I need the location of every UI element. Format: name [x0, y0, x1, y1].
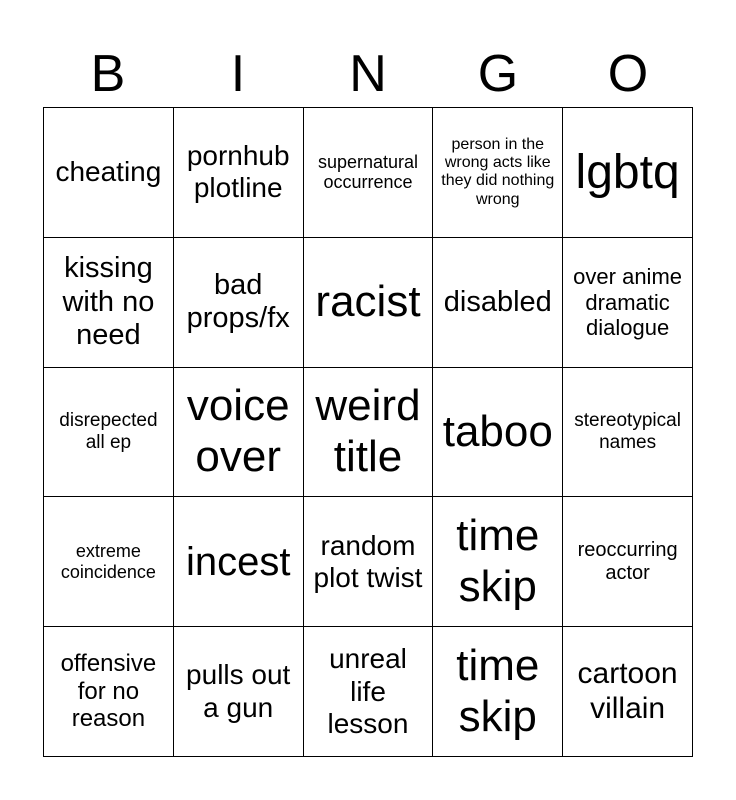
bingo-cell-label: pornhub plotline [186, 140, 290, 204]
bingo-cell-r4-c5[interactable] [563, 497, 693, 627]
bingo-cell-label: over anime dramatic dialogue [573, 264, 683, 340]
bingo-cell-label: weird title [315, 381, 421, 481]
bingo-cell-r5-c5[interactable] [563, 627, 693, 757]
bingo-cell-r4-c1[interactable] [44, 497, 174, 627]
header-letter-n: N [349, 45, 387, 103]
bingo-cell-label: person in the wrong acts like they did nothing wrong [441, 135, 555, 208]
bingo-cell-r3-c4[interactable] [433, 368, 563, 498]
bingo-cell-r4-c2[interactable] [174, 497, 304, 627]
bingo-cell-label: disrepected all ep [59, 410, 158, 453]
bingo-cell-r2-c5[interactable] [563, 238, 693, 368]
bingo-cell-label: extreme coincidence [60, 541, 156, 582]
bingo-cell-label: cheating [55, 156, 162, 188]
bingo-header [43, 40, 693, 108]
bingo-cell-label: incest [185, 539, 291, 584]
bingo-cell-label: offensive for no reason [60, 650, 157, 733]
bingo-cell-label: lgbtq [575, 145, 680, 199]
bingo-cell-label: kissing with no need [62, 252, 155, 351]
bingo-cell-r2-c2[interactable] [174, 238, 304, 368]
bingo-cell-label: pulls out a gun [186, 659, 291, 723]
header-letter-b: B [90, 45, 126, 103]
bingo-cell-label: time skip [456, 641, 540, 741]
bingo-cell-r1-c4[interactable] [433, 108, 563, 238]
bingo-cell-r3-c1[interactable] [44, 368, 174, 498]
bingo-cell-label: random plot twist [313, 529, 423, 593]
bingo-cell-r1-c3[interactable] [304, 108, 434, 238]
header-letter-g: G [477, 45, 519, 103]
bingo-cell-label: reoccurring actor [577, 538, 678, 584]
bingo-cell-r3-c5[interactable] [563, 368, 693, 498]
bingo-cell-label: disabled [443, 285, 552, 318]
bingo-cell-label: supernatural occurrence [317, 151, 419, 193]
bingo-cell-r4-c4[interactable] [433, 497, 563, 627]
bingo-cell-r1-c1[interactable] [44, 108, 174, 238]
bingo-cell-r1-c2[interactable] [174, 108, 304, 238]
bingo-cell-label: unreal life lesson [327, 643, 409, 739]
bingo-cell-r1-c5[interactable] [563, 108, 693, 238]
bingo-cell-r2-c1[interactable] [44, 238, 174, 368]
bingo-cell-r2-c3[interactable] [304, 238, 434, 368]
header-letter-i: I [230, 45, 246, 103]
bingo-cell-r5-c1[interactable] [44, 627, 174, 757]
bingo-cell-label: taboo [442, 406, 553, 456]
bingo-cell-label: voice over [186, 381, 290, 481]
bingo-grid [43, 107, 693, 757]
header-letter-o: O [607, 45, 649, 103]
bingo-cell-label: stereotypical names [574, 410, 681, 453]
bingo-cell-r5-c3[interactable] [304, 627, 434, 757]
bingo-cell-label: time skip [456, 511, 540, 611]
bingo-cell-r5-c2[interactable] [174, 627, 304, 757]
bingo-cell-r2-c4[interactable] [433, 238, 563, 368]
bingo-cell-label: racist [315, 276, 421, 326]
bingo-cell-r5-c4[interactable] [433, 627, 563, 757]
bingo-cell-label: cartoon villain [577, 657, 678, 725]
bingo-cell-label: bad props/fx [186, 268, 290, 335]
bingo-cell-r3-c2[interactable] [174, 368, 304, 498]
bingo-cell-r4-c3[interactable] [304, 497, 434, 627]
bingo-cell-r3-c3[interactable] [304, 368, 434, 498]
